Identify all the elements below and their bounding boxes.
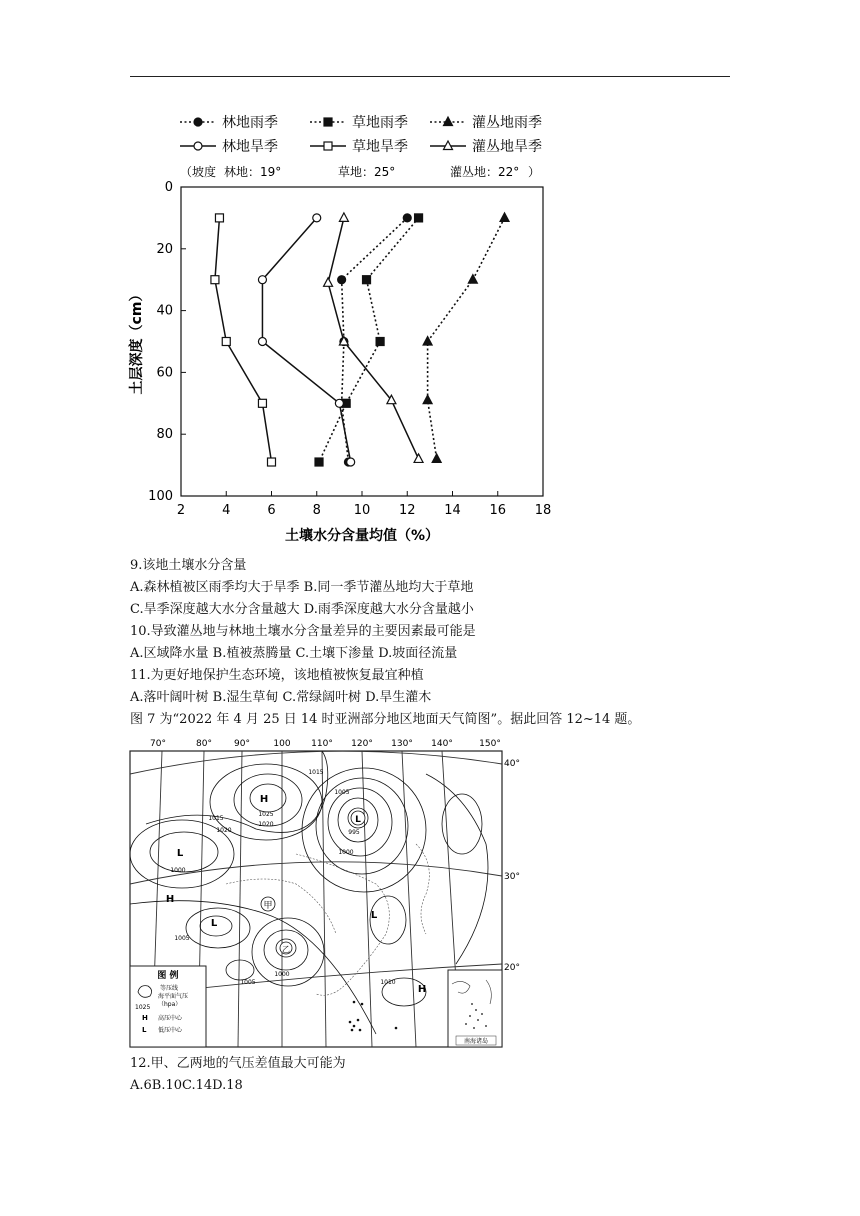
map-legend <box>130 966 206 1047</box>
low-center-3 <box>211 918 218 929</box>
low-center-4 <box>371 910 378 921</box>
svg-text:H: H <box>165 894 175 905</box>
high-center-3 <box>418 984 426 995</box>
legend-label: 林地雨季 <box>222 115 278 131</box>
longitude-label: 110° <box>311 739 333 749</box>
data-point <box>347 458 355 466</box>
longitude-label: 120° <box>351 739 373 749</box>
legend-entry <box>180 138 278 155</box>
longitude-label: 150° <box>479 739 501 749</box>
series-3 <box>423 213 509 463</box>
legend-high-desc: 高压中心 <box>158 1015 183 1022</box>
legend-entry <box>430 114 542 131</box>
data-point <box>403 214 411 222</box>
legend-title: 图 例 <box>157 971 179 981</box>
legend-sample-value: 1025 <box>135 1004 151 1011</box>
data-point <box>315 458 323 466</box>
latitude-label: 20° <box>504 963 520 973</box>
data-point <box>215 214 223 222</box>
point-yi <box>280 942 292 954</box>
data-point <box>338 276 346 284</box>
series-1 <box>338 214 412 466</box>
x-tick-label: 12 <box>398 503 416 518</box>
svg-text:H: H <box>417 984 427 995</box>
isobar-label: 1015 <box>308 769 324 776</box>
latitude-label: 30° <box>504 872 520 882</box>
legend-marker <box>194 118 202 126</box>
svg-text:L: L <box>176 848 184 859</box>
data-point <box>313 214 321 222</box>
y-tick-label: 80 <box>156 427 173 443</box>
question-11: 11.为更好地保护生态环境，该地植被恢复最宜种植 <box>130 668 424 683</box>
y-tick-label: 20 <box>156 241 173 257</box>
svg-text:H: H <box>259 794 269 805</box>
legend-marker <box>324 142 332 150</box>
legend-label: 林地旱季 <box>222 139 278 155</box>
isobar-label: 1020 <box>258 821 274 828</box>
data-point <box>423 395 432 404</box>
data-point <box>415 214 423 222</box>
slope-note-shrub: 灌丛地：22° <box>450 165 520 179</box>
figure-7-caption: 图 7 为“2022 年 4 月 25 日 14 时亚洲部分地区地面天气简图”。据此回答 12~14 题。 <box>130 712 641 727</box>
data-point <box>258 399 266 407</box>
legend-isobar-line: 等压线 <box>160 985 179 992</box>
isobar-label: 1010 <box>380 979 396 986</box>
longitude-label: 80° <box>196 739 212 749</box>
question-12: 12.甲、乙两地的气压差值最大可能为 <box>130 1056 346 1071</box>
isobar-label: 1025 <box>258 811 274 818</box>
svg-text:L: L <box>355 815 361 825</box>
isobar-label: 1005 <box>334 789 350 796</box>
y-tick-label: 100 <box>148 489 173 504</box>
legend-label: 灌丛地雨季 <box>472 115 542 131</box>
chart-series <box>211 213 509 466</box>
y-axis-label: 土层深度（cm） <box>129 287 145 395</box>
question-10: 10.导致灌丛地与林地土壤水分含量差异的主要因素最可能是 <box>130 624 476 639</box>
data-point <box>222 338 230 346</box>
latitude-label: 40° <box>504 759 520 769</box>
question-9-options-ab: A.森林植被区雨季均大于旱季 B.同一季节灌丛地均大于草地 <box>130 580 474 595</box>
x-tick-label: 14 <box>444 503 461 518</box>
longitude-label: 90° <box>234 739 250 749</box>
data-point <box>339 213 348 222</box>
slope-note-forest: 林地：19° <box>224 165 282 179</box>
svg-text:甲: 甲 <box>263 901 273 911</box>
legend-low-symbol: L <box>142 1026 147 1034</box>
data-point <box>324 278 333 287</box>
question-11-options: A.落叶阔叶树 B.湿生草甸 C.常绿阔叶树 D.旱生灌木 <box>130 690 432 705</box>
isobar-label: 995 <box>348 829 360 836</box>
data-point <box>414 454 423 463</box>
svg-text:L: L <box>370 910 378 921</box>
x-tick-label: 8 <box>312 503 321 518</box>
question-12-options: A.6B.10C.14D.18 <box>130 1078 243 1093</box>
isobar-label: 1005 <box>240 979 256 986</box>
isobar-label: 1020 <box>216 827 232 834</box>
x-tick-label: 6 <box>267 503 276 518</box>
longitude-labels <box>150 739 501 749</box>
coastlines <box>226 844 429 995</box>
series-line <box>342 218 408 462</box>
svg-text:乙: 乙 <box>282 945 290 954</box>
point-jia <box>261 897 275 911</box>
x-tick-label: 16 <box>489 503 507 518</box>
slope-note-suffix: ） <box>528 165 541 179</box>
x-tick-label: 2 <box>176 503 186 518</box>
legend-label: 草地旱季 <box>352 139 408 155</box>
legend-entry <box>180 114 278 131</box>
data-point <box>432 454 441 463</box>
data-point <box>335 399 343 407</box>
x-tick-label: 10 <box>353 503 371 518</box>
data-point <box>363 276 371 284</box>
low-center-1 <box>351 811 365 825</box>
series-line <box>262 218 350 462</box>
legend-entry <box>430 138 542 155</box>
question-9: 9.该地土壤水分含量 <box>130 558 247 573</box>
chart-legend <box>180 114 542 155</box>
x-tick-label: 4 <box>222 503 231 518</box>
legend-entry <box>310 114 408 131</box>
legend-marker <box>194 142 202 150</box>
y-tick-label: 60 <box>156 365 173 381</box>
legend-low-desc: 低压中心 <box>158 1027 183 1034</box>
legend-marker <box>324 118 332 126</box>
x-tick-label: 18 <box>534 503 552 518</box>
data-point <box>211 276 219 284</box>
soil-moisture-chart <box>120 100 560 545</box>
x-axis-label: 土壤水分含量均值（%） <box>284 528 440 544</box>
inset-label: 南海诸岛 <box>463 1038 489 1045</box>
longitude-label: 130° <box>391 739 413 749</box>
weather-map <box>126 734 526 1052</box>
data-point <box>268 458 276 466</box>
header-rule <box>130 76 730 77</box>
svg-text:L: L <box>210 918 218 929</box>
slope-note-grass: 草地：25° <box>338 165 396 179</box>
isobar-label: 1005 <box>174 935 190 942</box>
isobar-label: 1015 <box>208 815 224 822</box>
isobar-label: 1000 <box>170 867 186 874</box>
legend-high-symbol: H <box>142 1014 148 1022</box>
y-tick-label: 40 <box>156 303 173 319</box>
legend-entry <box>310 138 408 155</box>
data-point <box>500 213 509 222</box>
longitude-label: 70° <box>150 739 166 749</box>
latitude-labels <box>504 759 520 973</box>
question-9-options-cd: C.旱季深度越大水分含量越大 D.雨季深度越大水分含量越小 <box>130 602 474 617</box>
isobar-label: 1000 <box>338 849 354 856</box>
question-10-options: A.区域降水量 B.植被蒸腾量 C.土壤下渗量 D.坡面径流量 <box>130 646 458 661</box>
series-line <box>428 218 505 459</box>
y-tick-label: 0 <box>164 180 173 195</box>
data-point <box>258 276 266 284</box>
island-dots <box>349 1001 398 1032</box>
legend-marker <box>444 117 453 126</box>
slope-note-prefix: （坡度 <box>180 165 217 179</box>
data-point <box>376 338 384 346</box>
low-center-2 <box>177 848 184 859</box>
south-china-sea-inset <box>448 970 502 1047</box>
longitude-label: 140° <box>431 739 453 749</box>
legend-marker <box>444 141 453 150</box>
legend-label: 草地雨季 <box>352 115 408 131</box>
data-point <box>468 275 477 284</box>
data-point <box>258 338 266 346</box>
legend-isobar-unit: （hpa） <box>158 1001 182 1008</box>
legend-label: 灌丛地旱季 <box>472 139 542 155</box>
longitude-label: 100 <box>273 739 291 749</box>
high-center-2 <box>166 894 174 905</box>
high-center-1 <box>260 794 268 805</box>
series-2 <box>315 214 423 466</box>
legend-isobar-desc: 海平面气压 <box>158 993 189 1000</box>
plot-frame <box>181 187 543 496</box>
isobar-label: 1000 <box>274 971 290 978</box>
